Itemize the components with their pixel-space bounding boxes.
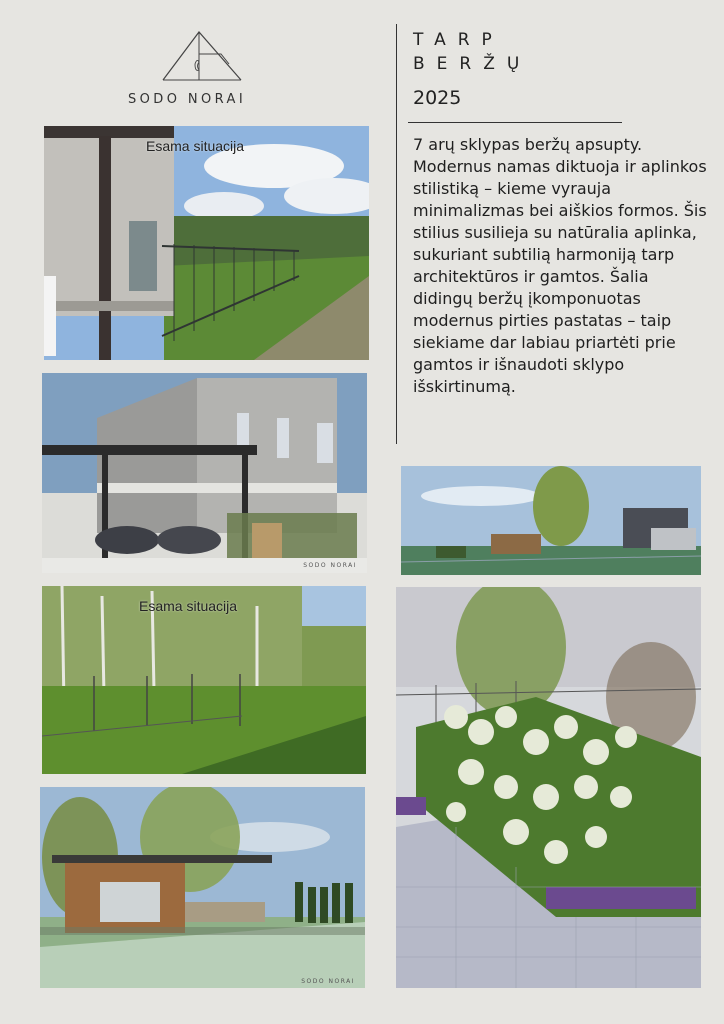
photo-existing-house [44,126,369,360]
brand-name: SODO NORAI [128,92,247,107]
photo-watermark: SODO NORAI [303,562,357,569]
photo-house-render [42,373,367,573]
photo-existing-yard [42,586,366,774]
project-description: 7 arų sklypas beržų apsupty. Modernus namas diktuoja ir aplinkos stilistiką – kieme vyrauja minimalizmas bei aiškios formos. Šis stilius susilieja su natūralia aplinka, sukuriant subtilią harmoniją tarp architektūros ir gamtos. Šalia didingų beržų įkomponuotas modernus pirties pastatas – taip siekiame dar labiau priartėti prie gamtos ir išnaudoti sklypo išskirtinumą. [413,135,707,396]
vertical-divider [396,24,397,444]
title-line-2: BERŽŲ [413,54,532,74]
photo-overview-render [401,466,701,575]
project-year: 2025 [413,87,462,109]
logo-house-icon [159,30,243,82]
title-line-1: TARP [413,30,504,50]
photo-watermark-bottom: SODO NORAI [301,978,355,985]
photo-caption-existing-2: Esama situacija [139,598,238,614]
horizontal-divider [408,122,622,123]
photo-sauna-render [40,787,365,988]
photo-caption-existing-1: Esama situacija [146,138,245,154]
photo-garden-bed-render [396,587,701,988]
